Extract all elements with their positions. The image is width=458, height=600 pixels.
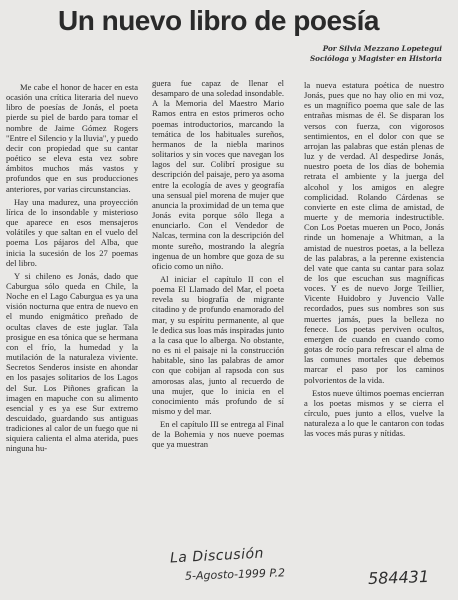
paragraph: guera fue capaz de llenar el desamparo de una soledad insondable. A la Memoria del Maestro Mario Ramos entra en estos primeros ocho poemas introductorios, marcando la temática de los habituales sureños, hermanos de la niebla marinos solitarios y sin voces que navegan los lagos del sur. Colibrí prosigue su descripción del paisaje, pero ya asoma entre la ecología de aves y geografía una sensual piel morena de mujer que anuncia la proximidad de un tema que Jonás evita porque sólo llega a enunciarlo. Con el Vendedor de Nalcas, termina con la descripción del monte sureño, mostrando la alegría ingenua de un hombre que goza de su oficio como un niño. — [152, 78, 284, 271]
article-byline — [242, 44, 442, 64]
handwritten-source: La Discusión — [169, 545, 265, 567]
byline-author: Por Silvia Mezzano Lopetegui — [322, 44, 442, 53]
paragraph: Estos nueve últimos poemas encierran a los poetas mismos y se cierra el círculo, pues junto a ellos, vuelve la naturaleza a lo que le cantaron con todas las voces más puras y nítidas. — [304, 387, 444, 439]
byline-role: Socióloga y Magister en Historia — [309, 54, 442, 63]
paragraph: la nueva estatura poética de nuestro Jonás, pues que no hay olio en mi voz, es un magnífico poema que sale de las entrañas mismas de él. Se disparan los versos con fuerza, con vigorosos sentimientos, en el dolor con que se arrojan las palabras que están plenas de luz y de verdad. Al despedirse Jonás, nuestro poeta de los días de bohemia retrata el ambiente y la juerga del alcohol y los amigos en alegre complicidad. Rolando Cárdenas se convierte en este clima de amistad, de muerte y de memoria indestructible. Con Los Poetas mueren un Poco, Jonás rinde un homenaje a Whitman, a la amistad de nuestros poetas, a la belleza de las palabras, a la perenne existencia del vate que canta su cantar para solaz de los que escuchan sus magníficas voces. Y es de nuevo Jorge Teillier, Vicente Huidobro y Juvencio Valle recordados, pues sus nombres son sus muertes jamás, pues la belleza no fenece. Los poetas perviven ocultos, emergen de cuando en cuando como gotas de rocío para refrescar el alma de las comunes mortales que debemos marcar el paso por los caminos polvorientos de la vida. — [304, 80, 444, 385]
paragraph: En el capítulo III se entrega al Final de la Bohemia y nos nueve poemas que ya muestran — [152, 419, 284, 450]
article-column-1 — [6, 82, 138, 454]
handwritten-number: 584431 — [367, 566, 430, 589]
article-column-2 — [152, 78, 284, 450]
paragraph: Hay una madurez, una proyección lírica de lo insondable y misterioso que aparece en esos mensajeros volátiles y que saltan en el vuelo del poema Los pájaros del Alba, que inicia la sucesión de los 27 poemas del libro. — [6, 196, 138, 268]
article-headline: Un nuevo libro de poesía — [58, 5, 379, 36]
paragraph: Me cabe el honor de hacer en esta ocasión una crítica literaria del nuevo libro de poesías de Jonás, el poeta pierde su piel de bardo para tomar el nombre de Jaime Gómez Rogers "Entre el Silencio y la lluvia", y puedo decir con propiedad que su cantar poético se eleva esta vez sobre ámbitos muchos más vastos y profundos que en sus producciones anteriores, por varias circunstancias. — [6, 82, 138, 194]
article-column-3 — [304, 80, 444, 438]
handwritten-date: 5-Agosto-1999 P.2 — [184, 566, 286, 583]
paragraph: Y si chileno es Jonás, dado que Caburgua sólo queda en Chile, la Noche en el Lago Caburgua es ya una visión nocturna que entra de nuevo en el mundo enigmático preñado de ocultas claves de este juglar. Tala prosigue en esa tónica que se hermana con el frío, la humedad y la mutilación de la naturaleza viviente. Secretos Senderos insiste en ahondar en los pasajes solitarios de los Lagos del Sur. Los Piñones grafican la imagen en mapuche con su alimento esencial y es ya ese Sur extremo descuidado, guardando sus antiguas tradiciones al calor de un fuego que ni siquiera calienta el alma aterida, pues ninguna hu- — [6, 270, 138, 454]
paragraph: Al iniciar el capítulo II con el poema El Llamado del Mar, el poeta revela su biografía de migrante citadino y de profundo enamorado del mar, y su espíritu permanente, al que le dedica sus loas más inspiradas junto a la casa que lo alberga. No obstante, no es ni el paisaje ni la construcción habitable, sino las palabras de amor con que cobijan al rapsoda con sus amorosas alas, junto al recuerdo de una mujer, que lo inicia en el conocimiento más profundo de sí mismo y del mar. — [152, 273, 284, 416]
